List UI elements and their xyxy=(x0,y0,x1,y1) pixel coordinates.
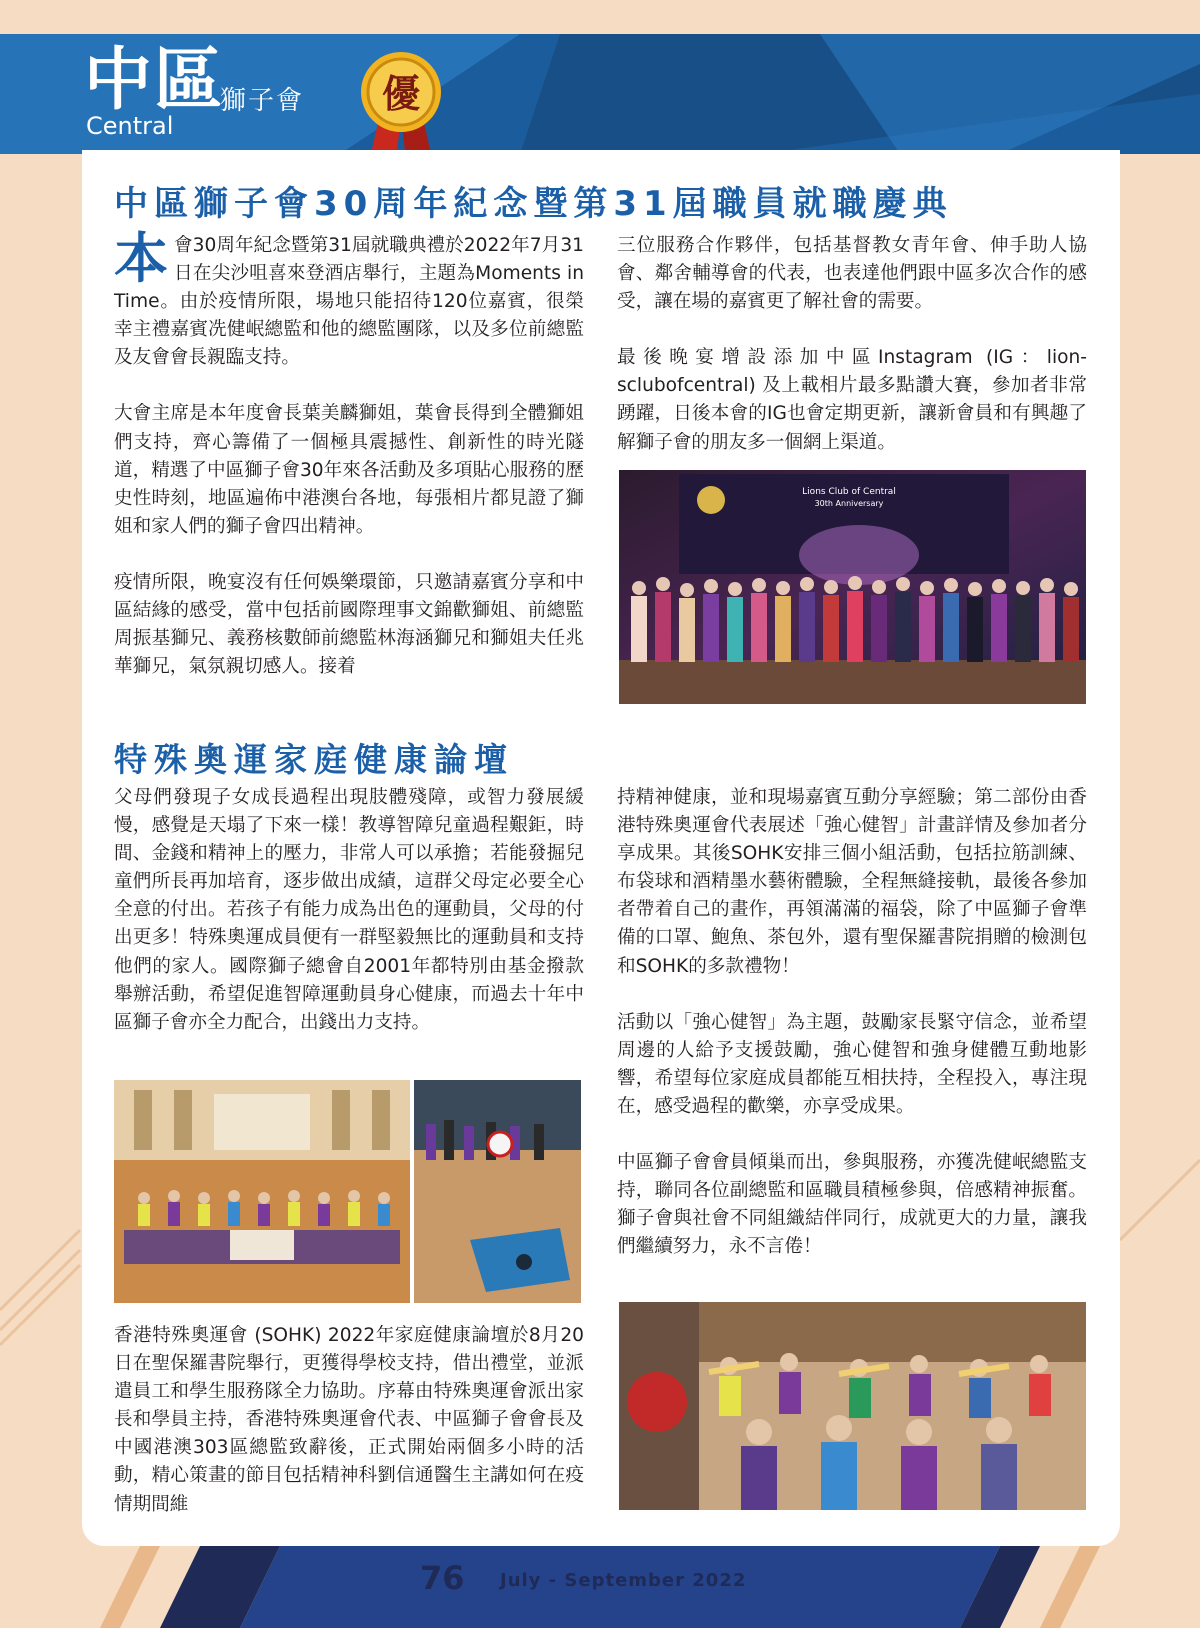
article2-para-4: 活動以「強心健智」為主題，鼓勵家長緊守信念，並希望周邊的人給予支援鼓勵，強心健智和強身健體互動地影響，希望每位家庭成員都能互相扶持，全程投入，專注現在，感受過程的歡樂，亦享受成果。 xyxy=(617,1011,1087,1117)
photo-banner-line2: 30th Anniversary xyxy=(814,499,884,508)
article1-para-4: 三位服務合作夥伴，包括基督教女青年會、伸手助人協會、鄰舍輔導會的代表，也表達他們跟中區多次合作的感受，讓在場的嘉賓更了解社會的需要。 xyxy=(617,235,1087,313)
article1-column-right xyxy=(617,232,1087,485)
medal-char: 優 xyxy=(381,72,421,116)
article1-para-1 xyxy=(114,227,584,372)
article2-title: 特殊奧運家庭健康論壇 xyxy=(114,740,514,779)
article2-para-1: 父母們發現子女成長過程出現肢體殘障，或智力發展緩慢，感覺是天塌了下來一樣！教導智障兒童過程艱鉅，時間、金錢和精神上的壓力，非常人可以承擔；若能發掘兒童們所長再加培育，逐步做出成績，這群父母定必要全心全意的付出。若孩子有能力成為出色的運動員，父母的付出更多！特殊奧運成員便有一群堅毅無比的運動員和支持他們的家人。國際獅子總會自2001年都特別由基金撥款舉辦活動，希望促進智障運動員身心健康，而過去十年中區獅子會亦全力配合，出錢出力支持。 xyxy=(114,787,584,1033)
article1-para-5: 最後晚宴增設添加中區Instagram (IG：lion-sclubofcentral) 及上載相片最多點讚大賽，參加者非常踴躍，日後本會的IG也會定期更新，讓新會員和有興趣了解獅子會的朋友多一個網上渠道。 xyxy=(617,347,1087,453)
forum-collage-photo xyxy=(114,1080,581,1303)
logo-zh-big: 中區 xyxy=(84,41,225,120)
article1-para-3: 疫情所限，晚宴沒有任何娛樂環節，只邀請嘉賓分享和中區結緣的感受，當中包括前國際理事文錦歡獅姐、前總監周振基獅兄、義務核數師前總監林海涵獅兄和獅姐夫任兆華獅兄，氣氛親切感人。接着 xyxy=(114,571,584,678)
gala-group-photo xyxy=(619,470,1086,704)
article2-column-right xyxy=(617,784,1087,1289)
article1-para-1-text: 會30周年紀念暨第31屆就職典禮於2022年7月31日在尖沙咀喜來登酒店舉行，主題為Moments in Time。由於疫情所限，場地只能招待120位嘉賓，很榮幸主禮嘉賓冼健岷總監和他的總監團隊，以及多位前總監及友會會長親臨支持。 xyxy=(114,235,584,369)
article1-para-2: 大會主席是本年度會長葉美麟獅姐，葉會長得到全體獅姐們支持，齊心籌備了一個極具震撼性、創新性的時光隧道，精選了中區獅子會30年來各活動及多項貼心服務的歷史性時刻，地區遍佈中港澳台各地，每張相片都見證了獅姐和家人們的獅子會四出精神。 xyxy=(114,403,584,537)
club-logo xyxy=(84,41,324,146)
article2-column-left-bottom xyxy=(114,1322,584,1547)
article2-para-2: 香港特殊奧運會 (SOHK) 2022年家庭健康論壇於8月20日在聖保羅書院舉行，更獲得學校支持，借出禮堂，並派遣員工和學生服務隊全力協助。序幕由特殊奧運會派出家長和學員主持，香港特殊奧運會代表、中區獅子會會長及中國港澳303區總監致辭後，正式開始兩個多小時的活動，精心策畫的節目包括精神科劉信通醫生主講如何在疫情期間維 xyxy=(114,1325,584,1515)
issue-date: July - September 2022 xyxy=(500,1570,747,1591)
photo-banner-line1: Lions Club of Central xyxy=(802,487,896,497)
page-number: 76 xyxy=(420,1559,465,1597)
dropcap: 本 xyxy=(114,227,168,290)
logo-zh-small: 獅子會 xyxy=(220,86,305,116)
stretching-activity-photo xyxy=(619,1302,1086,1510)
article2-column-left-top xyxy=(114,784,584,1065)
article2-para-3: 持精神健康，並和現場嘉賓互動分享經驗；第二部份由香港特殊奧運會代表展述「強心健智」計畫詳情及參加者分享成果。其後SOHK安排三個小組活動，包括拉筋訓練、布袋球和酒精墨水藝術體驗，全程無縫接軌，最後各參加者帶着自己的畫作，再領滿滿的福袋，除了中區獅子會準備的口罩、鮑魚、茶包外，還有聖保羅書院捐贈的檢測包和SOHK的多款禮物！ xyxy=(617,787,1087,977)
article1-column-left xyxy=(114,227,584,709)
article1-title: 中區獅子會30周年紀念暨第31屆職員就職慶典 xyxy=(114,184,953,224)
logo-en: Central xyxy=(86,112,174,140)
article2-para-5: 中區獅子會會員傾巢而出，參與服務，亦獲冼健岷總監支持，聯同各位副總監和區職員積極參與，倍感精神振奮。獅子會與社會不同組織結伴同行，成就更大的力量，讓我們繼續努力，永不言倦！ xyxy=(617,1152,1087,1258)
